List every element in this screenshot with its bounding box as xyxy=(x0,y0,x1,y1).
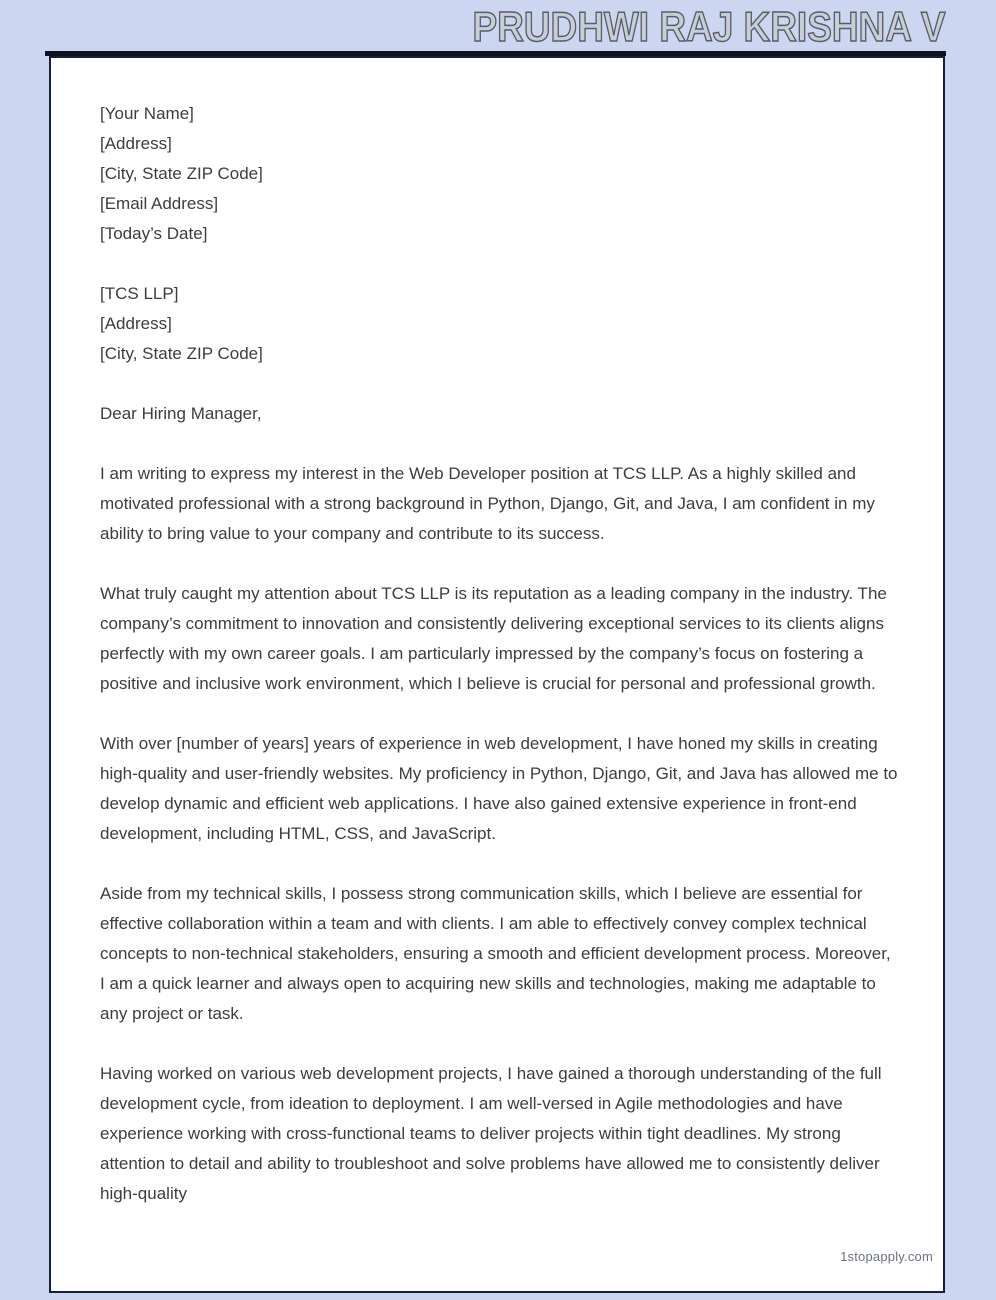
paragraph-experience: With over [number of years] years of experience in web development, I have honed my skills in creating high-quality and user-friendly websites. My proficiency in Python, Django, Git, and Java has allowed me to develop dynamic and efficient web applications. I have also gained extensive experience in front-end development, including HTML, CSS, and JavaScript. xyxy=(100,734,898,843)
sender-email-line: [Email Address] xyxy=(100,194,219,213)
recipient-company-line: [TCS LLP] xyxy=(100,284,179,303)
page-title: PRUDHWI RAJ KRISHNA V xyxy=(472,3,945,50)
sender-date-line: [Today’s Date] xyxy=(100,224,208,243)
recipient-city-line: [City, State ZIP Code] xyxy=(100,344,263,363)
paragraph-soft-skills: Aside from my technical skills, I possess strong communication skills, which I believe are essential for effective collaboration within a team and with clients. I am able to effectively convey complex technical concepts to non-technical stakeholders, ensuring a smooth and efficient development process. Moreover, I am a quick learner and always open to acquiring new skills and technologies, making me adaptable to any project or task. xyxy=(100,884,891,1023)
paragraph-introduction: I am writing to express my interest in the Web Developer position at TCS LLP. As a highly skilled and motivated professional with a strong background in Python, Django, Git, and Java, I am confident in my ability to bring value to your company and contribute to its success. xyxy=(100,464,875,543)
watermark-text: 1stopapply.com xyxy=(840,1249,933,1264)
recipient-address-line: [Address] xyxy=(100,314,172,333)
sender-address-block xyxy=(100,99,900,249)
sender-city-line: [City, State ZIP Code] xyxy=(100,164,263,183)
sender-address-line: [Address] xyxy=(100,134,172,153)
paragraph-projects: Having worked on various web development projects, I have gained a thorough understanding of the full development cycle, from ideation to deployment. I am well-versed in Agile methodologies and have experience working with cross-functional teams to deliver projects within tight deadlines. My strong attention to detail and ability to troubleshoot and solve problems have allowed me to consistently deliver high-quality xyxy=(100,1064,882,1203)
paragraph-company-praise: What truly caught my attention about TCS LLP is its reputation as a leading company in the industry. The company’s commitment to innovation and consistently delivering exceptional services to its clients aligns perfectly with my own career goals. I am particularly impressed by the company’s focus on fostering a positive and inclusive work environment, which I believe is crucial for personal and professional growth. xyxy=(100,584,887,693)
document-page xyxy=(49,56,945,1293)
salutation: Dear Hiring Manager, xyxy=(100,404,262,423)
recipient-address-block xyxy=(100,279,900,369)
cover-letter-body xyxy=(100,99,900,1239)
sender-name-line: [Your Name] xyxy=(100,104,194,123)
